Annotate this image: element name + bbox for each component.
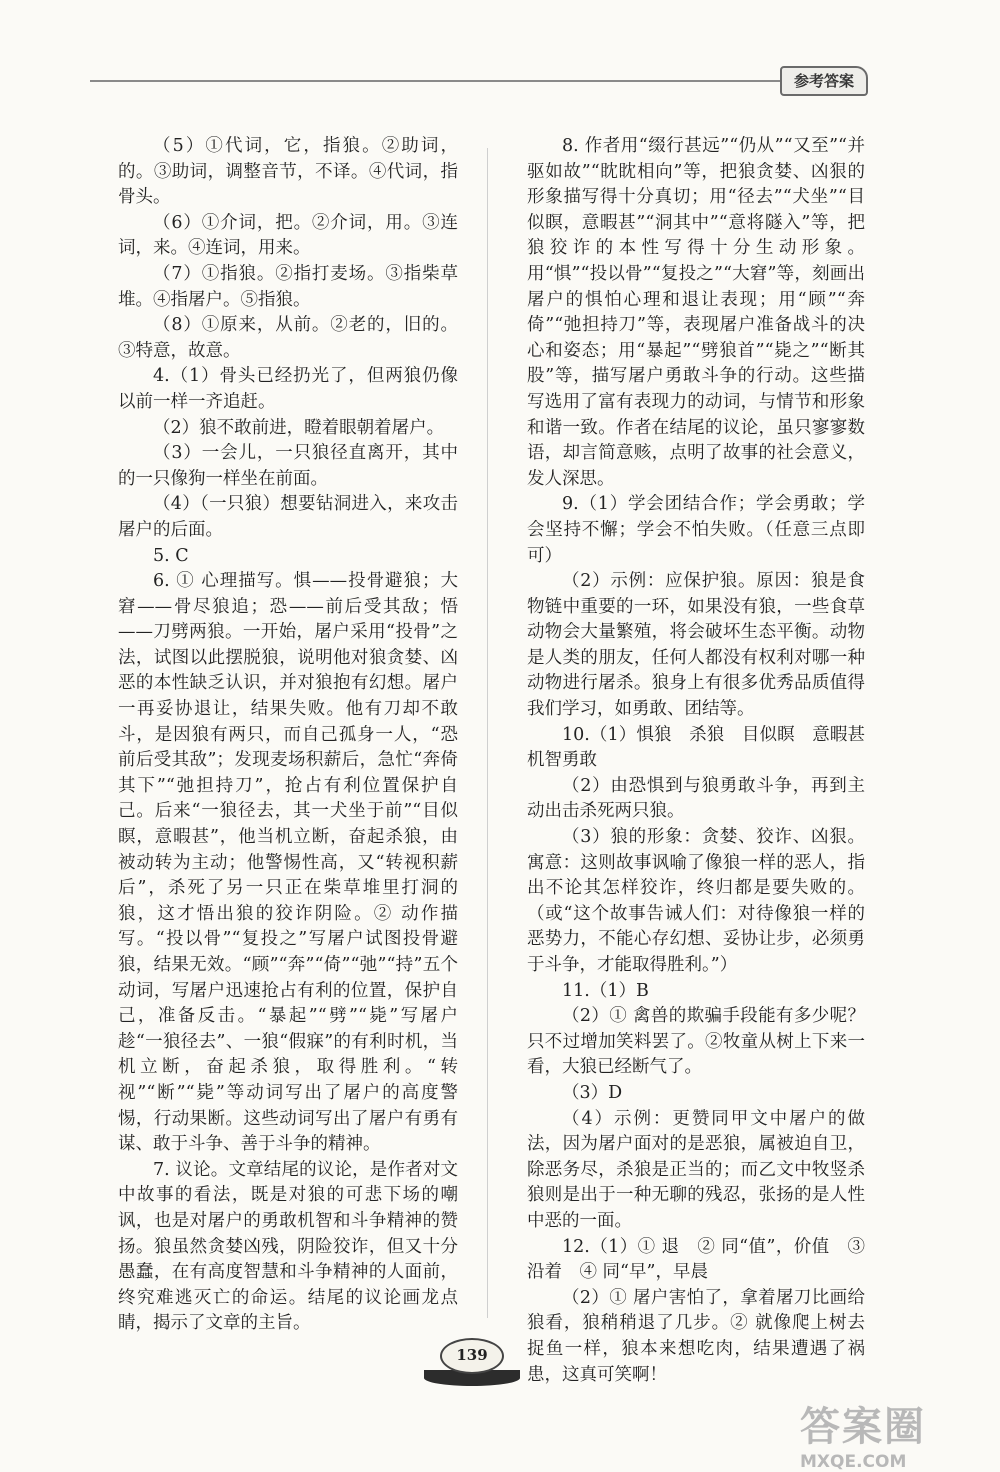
header-rule	[90, 80, 780, 82]
answer-paragraph: （5）①代词，它，指狼。②助词，的。③助词，调整音节，不译。④代词，指骨头。	[118, 136, 458, 208]
answer-paragraph: 7. 议论。文章结尾的议论，是作者对文中故事的看法，既是对狼的可悲下场的嘲讽，也是对屠户的勇敢机智和斗争精神的赞扬。狼虽然贪婪凶残，阴险狡诈，但又十分愚蠢，在有高度智慧和斗争精神的人面前，终究难逃灭亡的命运。结尾的议论画龙点睛，揭示了文章的主旨。	[118, 1159, 458, 1334]
answer-paragraph: 4.（1）骨头已经扔光了，但两狼仍像以前一样一齐追赶。	[118, 366, 458, 412]
section-tab-answers: 参考答案	[780, 66, 868, 96]
right-answer-column	[527, 134, 883, 1388]
column-divider	[487, 148, 488, 1318]
answer-paragraph: （7）①指狼。②指打麦场。③指柴草堆。④指屠户。⑤指狼。	[118, 263, 458, 310]
page-number: 139	[440, 1338, 504, 1374]
answer-paragraph: 12.（1）① 退 ② 同“值”，价值 ③ 沿着 ④ 同“早”，早晨	[527, 1236, 865, 1283]
answer-paragraph: （2）由恐惧到与狼勇敢斗争，再到主动出击杀死两只狼。	[527, 775, 865, 822]
answer-paragraph: 10.（1）惧狼 杀狼 目似瞑 意暇甚 机智勇敢	[527, 724, 883, 771]
answer-paragraph: （2）示例：应保护狼。原因：狼是食物链中重要的一环，如果没有狼，一些食草动物会大量繁殖，将会破坏生态平衡。动物是人类的朋友，任何人都没有权利对哪一种动物进行屠杀。狼身上有很多优秀品质值得我们学习，如勇敢、团结等。	[527, 571, 865, 720]
answer-paragraph: （4）（一只狼）想要钻洞进入，来攻击屠户的后面。	[118, 494, 458, 540]
left-answer-column	[118, 134, 458, 1337]
answer-paragraph: （2）① 屠户害怕了，拿着屠刀比画给狼看，狼稍稍退了几步。② 就像爬上树去捉鱼一样，狼本来想吃肉，结果遭遇了祸患，这真可笑啊！	[527, 1287, 865, 1385]
answer-paragraph: （3）D	[562, 1082, 623, 1103]
answer-paragraph: 5. C	[153, 545, 189, 566]
answer-paragraph: （6）①介词，把。②介词，用。③连词，来。④连词，用来。	[118, 212, 458, 259]
answer-paragraph: （2）狼不敢前进，瞪着眼朝着屠户。	[153, 417, 445, 438]
answer-paragraph: （8）①原来，从前。②老的，旧的。③特意，故意。	[118, 315, 458, 361]
watermark-logo-text: 答案圈	[800, 1404, 926, 1450]
answer-paragraph: 11.（1）B	[562, 980, 649, 1001]
answer-paragraph: （3）狼的形象：贪婪、狡诈、凶狠。寓意：这则故事讽喻了像狼一样的恶人，指出不论其怎样狡诈，终归都是要失败的。（或“这个故事告诫人们：对待像狼一样的恶势力，不能心存幻想、妥协让步，必须勇于斗争，才能取得胜利。”）	[527, 827, 865, 975]
watermark-url: MXQE.COM	[800, 1452, 907, 1472]
watermark-logo	[800, 1395, 990, 1472]
answer-paragraph: （3）一会儿，一只狼径直离开，其中的一只像狗一样坐在前面。	[118, 443, 458, 489]
answer-paragraph: 9.（1）学会团结合作；学会勇敢；学会坚持不懈；学会不怕失败。（任意三点即可）	[527, 494, 865, 566]
answer-paragraph: 6. ① 心理描写。惧——投骨避狼；大窘——骨尽狼追；恐——前后受其敌；悟——刀劈两狼。一开始，屠户采用“投骨”之法，试图以此摆脱狼，说明他对狼贪婪、凶恶的本性缺乏认识，并对狼抱有幻想。屠户一再妥协退让，结果失败。他有刀却不敢斗，是因狼有两只，而自己孤身一人，“恐前后受其敌”；发现麦场积薪后，急忙“奔倚其下”“弛担持刀”，抢占有利位置保护自己。后来“一狼径去，其一犬坐于前”“目似瞑，意暇甚”，他当机立断，奋起杀狼，由被动转为主动；他警惕性高，又“转视积薪后”，杀死了另一只正在柴草堆里打洞的狼，这才悟出狼的狡诈阴险。② 动作描写。“投以骨”“复投之”写屠户试图投骨避狼，结果无效。“顾”“奔”“倚”“弛”“持”五个动词，写屠户迅速抢占有利的位置，保护自己，准备反击。“暴起”“劈”“毙”写屠户趁“一狼径去”、一狼“假寐”的有利时机，当机立断，奋起杀狼，取得胜利。“转视”“断”“毙”等动词写出了屠户的高度警惕，行动果断。这些动词写出了屠户有勇有谋、敢于斗争、善于斗争的精神。	[118, 571, 458, 1155]
answer-paragraph: 8. 作者用“缀行甚远”“仍从”“又至”“并驱如故”“眈眈相向”等，把狼贪婪、凶狠的形象描写得十分真切；用“径去”“犬坐”“目似瞑，意暇甚”“洞其中”“意将隧入”等，把狼狡诈的本性写得十分生动形象。用“惧”“投以骨”“复投之”“大窘”等，刻画出屠户的惧怕心理和退让表现；用“顾”“奔倚”“弛担持刀”等，表现屠户准备战斗的决心和姿态；用“暴起”“劈狼首”“毙之”“断其股”等，描写屠户勇敢斗争的行动。这些描写选用了富有表现力的动词，与情节和形象和谐一致。作者在结尾的议论，虽只寥寥数语，却言简意赅，点明了故事的社会意义，发人深思。	[527, 136, 865, 489]
answer-paragraph: （2）① 禽兽的欺骗手段能有多少呢？只不过增加笑料罢了。②牧童从树上下来一看，大狼已经断气了。	[527, 1006, 865, 1078]
answer-paragraph: （4）示例：更赞同甲文中屠户的做法，因为屠户面对的是恶狼，属被迫自卫，除恶务尽，杀狼是正当的；而乙文中牧竖杀狼则是出于一种无聊的残忍，张扬的是人性中恶的一面。	[527, 1108, 865, 1231]
